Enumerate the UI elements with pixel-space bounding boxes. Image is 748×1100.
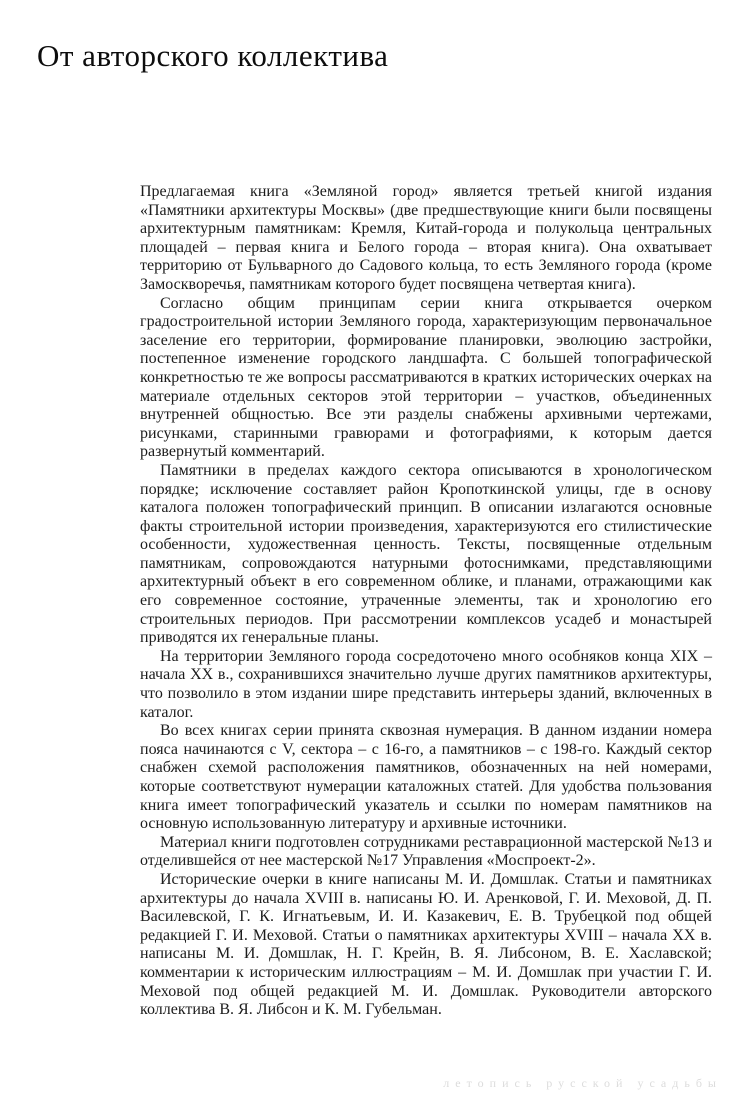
body-text-block	[140, 183, 712, 1020]
paragraph: Во всех книгах серии принята сквозная нумерация. В данном издании номера пояса начинаются с V, сектора – с 16-го, а памятников – с 198-го. Каждый сектор снабжен схемой расположения памятников, обозначенных на ней номерами, которые соответствуют нумерации каталожных статей. Для удобства пользования книга имеет топографический указатель и ссылки по номерам памятников на основную использованную литературу и архивные источники.	[140, 722, 712, 833]
paragraph: Памятники в пределах каждого сектора описываются в хронологическом порядке; исключение составляет район Кропоткинской улицы, где в основу каталога положен топографический принцип. В описании излагаются основные факты строительной истории произведения, характеризуются его стилистические особенности, художественная ценность. Тексты, посвященные отдельным памятникам, сопровождаются натурными фотоснимками, представляющими архитектурный объект в его современном облике, и планами, отражающими как его современное состояние, утраченные элементы, так и хронологию его строительных периодов. При рассмотрении комплексов усадеб и монастырей приводятся их генеральные планы.	[140, 461, 712, 647]
paragraph: На территории Земляного города сосредоточено много особняков конца XIX – начала XX в., сохранившихся значительно лучше других памятников архитектуры, что позволило в этом издании шире представить интерьеры зданий, включенных в каталог.	[140, 647, 712, 721]
paragraph: Материал книги подготовлен сотрудниками реставрационной мастерской №13 и отделившейся от нее мастерской №17 Управления «Моспроект-2».	[140, 833, 712, 870]
paragraph: Согласно общим принципам серии книга открывается очерком градостроительной истории Земляного города, характеризующим первоначальное заселение его территории, формирование планировки, эволюцию застройки, постепенное изменение городского ландшафта. С большей топографической конкретностью те же вопросы рассматриваются в кратких исторических очерках на материале отдельных секторов этой территории – участков, объединенных внутренней общностью. Все эти разделы снабжены архивными чертежами, рисунками, старинными гравюрами и фотографиями, к которым дается развернутый комментарий.	[140, 294, 712, 461]
paragraph: Предлагаемая книга «Земляной город» является третьей книгой издания «Памятники архитектуры Москвы» (две предшествующие книги были посвящены архитектурным памятникам: Кремля, Китай-города и полукольца центральных площадей – первая книга и Белого города – вторая книга). Она охватывает территорию от Бульварного до Садового кольца, то есть Земляного города (кроме Замоскворечья, памятникам которого будет посвящена четвертая книга).	[140, 183, 712, 293]
paragraph: Исторические очерки в книге написаны М. И. Домшлак. Статьи и памятниках архитектуры до начала XVIII в. написаны Ю. И. Аренковой, Г. И. Меховой, Д. П. Василевской, Г. К. Игнатьевым, И. И. Казакевич, Е. В. Трубецкой под общей редакцией Г. И. Меховой. Статьи о памятниках архитектуры XVIII – начала XX в. написаны М. И. Домшлак, Н. Г. Крейн, В. Я. Либсоном, В. Е. Хаславской; комментарии к историческим иллюстрациям – М. И. Домшлак при участии Г. И. Меховой под общей редакцией М. И. Домшлак. Руководители авторского коллектива В. Я. Либсон и К. М. Губельман.	[140, 870, 712, 1019]
watermark-text: летопись русской усадьбы	[443, 1076, 722, 1090]
page-title: От авторского коллектива	[37, 38, 389, 73]
